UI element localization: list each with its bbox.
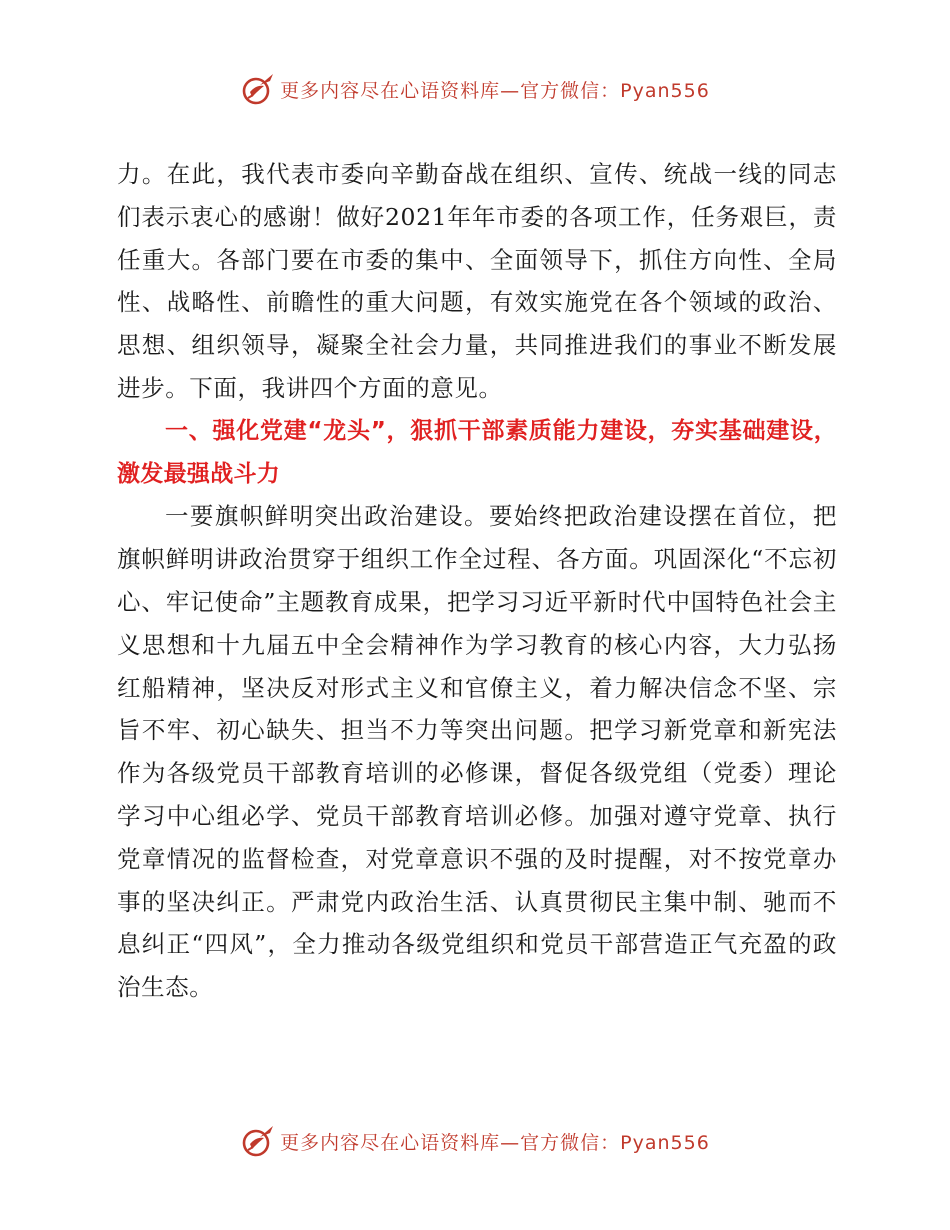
banner-text: 更多内容尽在心语资料库—官方微信：Pyan556 [280,1131,710,1154]
document-body [117,153,837,1009]
banner-text: 更多内容尽在心语资料库—官方微信：Pyan556 [280,79,710,102]
pen-quill-logo-icon [240,1123,276,1159]
header-banner [0,67,950,111]
section-heading: 一、强化党建“龙头”，狠抓干部素质能力建设，夯实基础建设，激发最强战斗力 [117,417,837,487]
paragraph-intro: 力。在此，我代表市委向辛勤奋战在组织、宣传、统战一线的同志们表示衷心的感谢！做好2021年年市委的各项工作，任务艰巨，责任重大。各部门要在市委的集中、全面领导下，抓住方向性、全局性、战略性、前瞻性的重大问题，有效实施党在各个领域的政治、思想、组织领导，凝聚全社会力量，共同推进我们的事业不断发展进步。下面，我讲四个方面的意见。 [117,160,837,402]
pen-quill-logo-icon [240,71,276,107]
footer-banner [0,1119,950,1163]
paragraph-political-construction: 一要旗帜鲜明突出政治建设。要始终把政治建设摆在首位，把旗帜鲜明讲政治贯穿于组织工作全过程、各方面。巩固深化“不忘初心、牢记使命”主题教育成果，把学习习近平新时代中国特色社会主义思想和十九届五中全会精神作为学习教育的核心内容，大力弘扬红船精神，坚决反对形式主义和官僚主义，着力解决信念不坚、宗旨不牢、初心缺失、担当不力等突出问题。把学习新党章和新宪法作为各级党员干部教育培训的必修课，督促各级党组（党委）理论学习中心组必学、党员干部教育培训必修。加强对遵守党章、执行党章情况的监督检查，对党章意识不强的及时提醒，对不按党章办事的坚决纠正。严肃党内政治生活、认真贯彻民主集中制、驰而不息纠正“四风”，全力推动各级党组织和党员干部营造正气充盈的政治生态。 [117,502,837,1002]
